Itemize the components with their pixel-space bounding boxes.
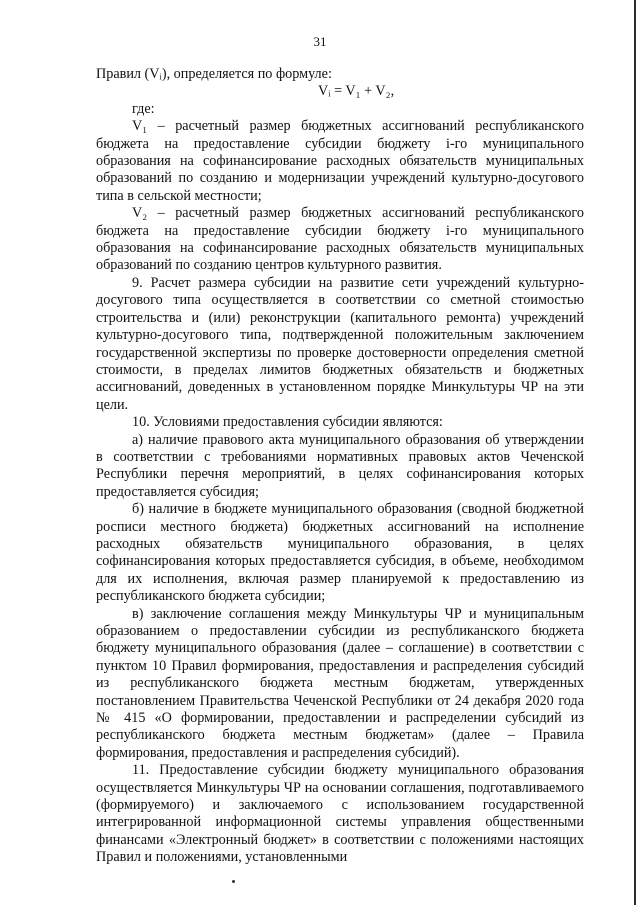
- clause-10-b: б) наличие в бюджете муниципального образования (сводной бюджетной росписи местного бюджета) бюджетных ассигнований на исполнение расходных обязательств муниципального образования, в целях софинансирования которых предоставляется субсидия, в объеме, необходимом для их исполнения, включая размер планируемой к предоставлению из республиканского бюджета субсидии;: [96, 501, 584, 605]
- scan-edge-line: [634, 0, 636, 905]
- scan-speck: [232, 880, 235, 883]
- clause-10-v: в) заключение соглашения между Минкультуры ЧР и муниципальным образованием о предоставлении субсидии из республиканского бюджета бюджету муниципального образования (далее – соглашение) в соответствии с пунктом 10 Правил формирования, предоставления и распределения субсидий из республиканского бюджета местным бюджетам, утвержденных постановлением Правительства Чеченской Республики от 24 декабря 2020 года № 415 «О формировании, предоставлении и распределении субсидий из республиканского бюджета местным бюджетам» (далее – Правила формирования, предоставления и распределения субсидий).: [96, 605, 584, 761]
- page-number: 31: [313, 34, 327, 49]
- definition-v2: V₂ – расчетный размер бюджетных ассигнований республиканского бюджета на предоставление субсидии бюджету i-го муниципального образования на софинансирование расходных обязательств муниципальных образований по созданию центров культурного развития.: [96, 205, 584, 274]
- clause-9: 9. Расчет размера субсидии на развитие сети учреждений культурно-досугового типа осуществляется в соответствии со сметной стоимостью строительства и (или) реконструкции (капитального ремонта) учреждений культурно-досугового типа, подтвержденной положительным заключением государственной экспертизы по проверке достоверности определения сметной стоимости, в пределах лимитов бюджетных обязательств и бюджетных ассигнований, доведенных в установленном порядке Минкультуры ЧР на эти цели.: [96, 274, 584, 413]
- formula: Vᵢ = V₁ + V₂,: [318, 83, 395, 100]
- formula-intro: Правил (Vᵢ), определяется по формуле:: [96, 66, 332, 82]
- formula-where: где:: [132, 100, 155, 117]
- clause-10-a: а) наличие правового акта муниципального образования об утверждении в соответствии с требованиями нормативных правовых актов Чеченской Республики перечня мероприятий, в целях софинансирования которых предоставляется субсидия;: [96, 431, 584, 500]
- definition-v1: V₁ – расчетный размер бюджетных ассигнований республиканского бюджета на предоставление субсидии бюджету i-го муниципального образования на софинансирование расходных обязательств муниципальных образований по созданию и модернизации учреждений культурно-досугового типа в сельской местности;: [96, 118, 584, 204]
- document-body: [96, 66, 584, 867]
- clause-10: 10. Условиями предоставления субсидии являются:: [132, 414, 443, 431]
- clause-11: 11. Предоставление субсидии бюджету муниципального образования осуществляется Минкультуры ЧР на основании соглашения, подготавливаемого (формируемого) и заключаемого с использованием государственной интегрированной информационной системы управления общественными финансами «Электронный бюджет» в соответствии с положениями настоящих Правил и положениями, установленными: [96, 762, 584, 866]
